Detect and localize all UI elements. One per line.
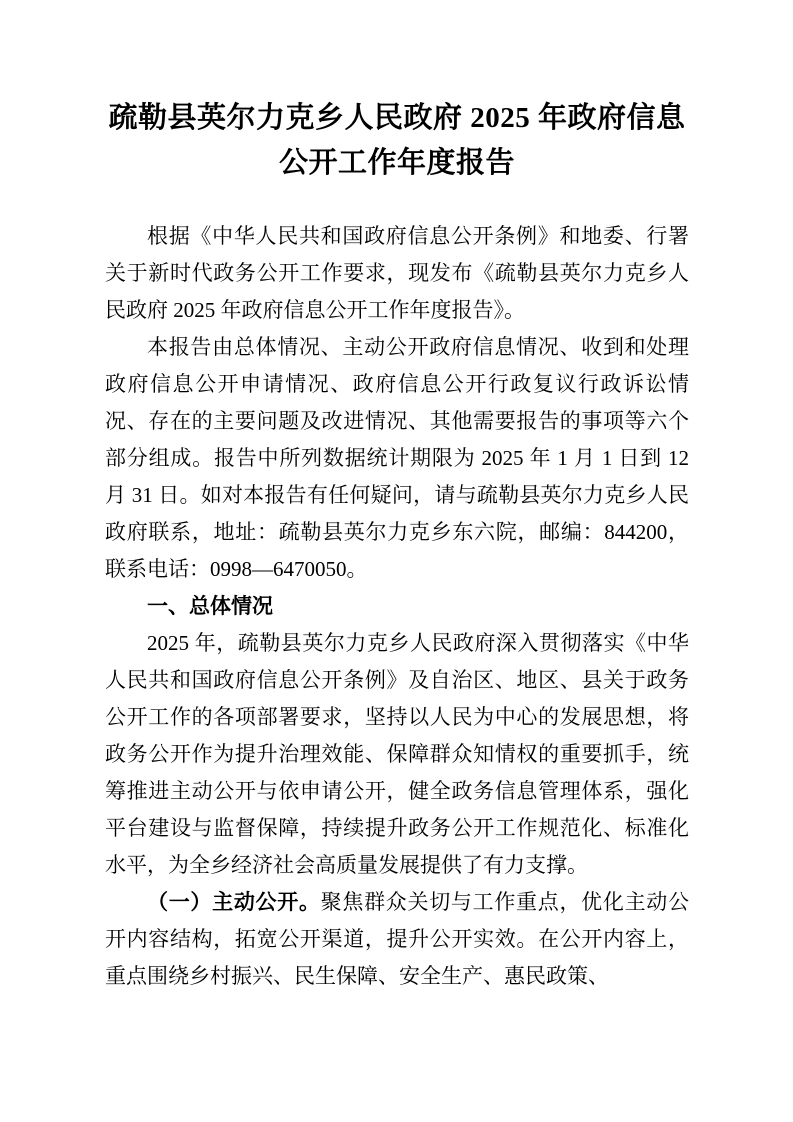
subsection-1-lead: （一）主动公开。 bbox=[147, 890, 321, 914]
subsection-1-paragraph bbox=[105, 884, 689, 995]
intro-paragraph-2: 本报告由总体情况、主动公开政府信息情况、收到和处理政府信息公开申请情况、政府信息公开行政复议行政诉讼情况、存在的主要问题及改进情况、其他需要报告的事项等六个部分组成。报告中所列数据统计期限为 2025 年 1 月 1 日到 12 月 31 日。如对本报告有任何疑问，请与疏勒县英尔力克乡人民政府联系，地址：疏勒县英尔力克乡东六院，邮编：844200，联系电话：0998—6470050。 bbox=[105, 335, 689, 581]
document-title-line-2: 公开工作年度报告 bbox=[278, 147, 515, 179]
document-title-line-1: 疏勒县英尔力克乡人民政府 2025 年政府信息 bbox=[108, 102, 686, 134]
subsection-1-text: 聚焦群众关切与工作重点，优化主动公开内容结构，拓宽公开渠道，提升公开实效。在公开内容上，重点围绕乡村振兴、民生保障、安全生产、惠民政策、 bbox=[105, 890, 690, 988]
document-title bbox=[105, 96, 689, 186]
section-1-paragraph: 2025 年，疏勒县英尔力克乡人民政府深入贯彻落实《中华人民共和国政府信息公开条例》及自治区、地区、县关于政务公开工作的各项部署要求，坚持以人民为中心的发展思想，将政务公开作为提升治理效能、保障群众知情权的重要抓手，统筹推进主动公开与依申请公开，健全政务信息管理体系，强化平台建设与监督保障，持续提升政务公开工作规范化、标准化水平，为全乡经济社会高质量发展提供了有力支撑。 bbox=[105, 631, 689, 877]
section-1-heading: 一、总体情况 bbox=[147, 595, 273, 618]
intro-paragraph-1: 根据《中华人民共和国政府信息公开条例》和地委、行署关于新时代政务公开工作要求，现发布《疏勒县英尔力克乡人民政府 2025 年政府信息公开工作年度报告》。 bbox=[105, 224, 689, 322]
